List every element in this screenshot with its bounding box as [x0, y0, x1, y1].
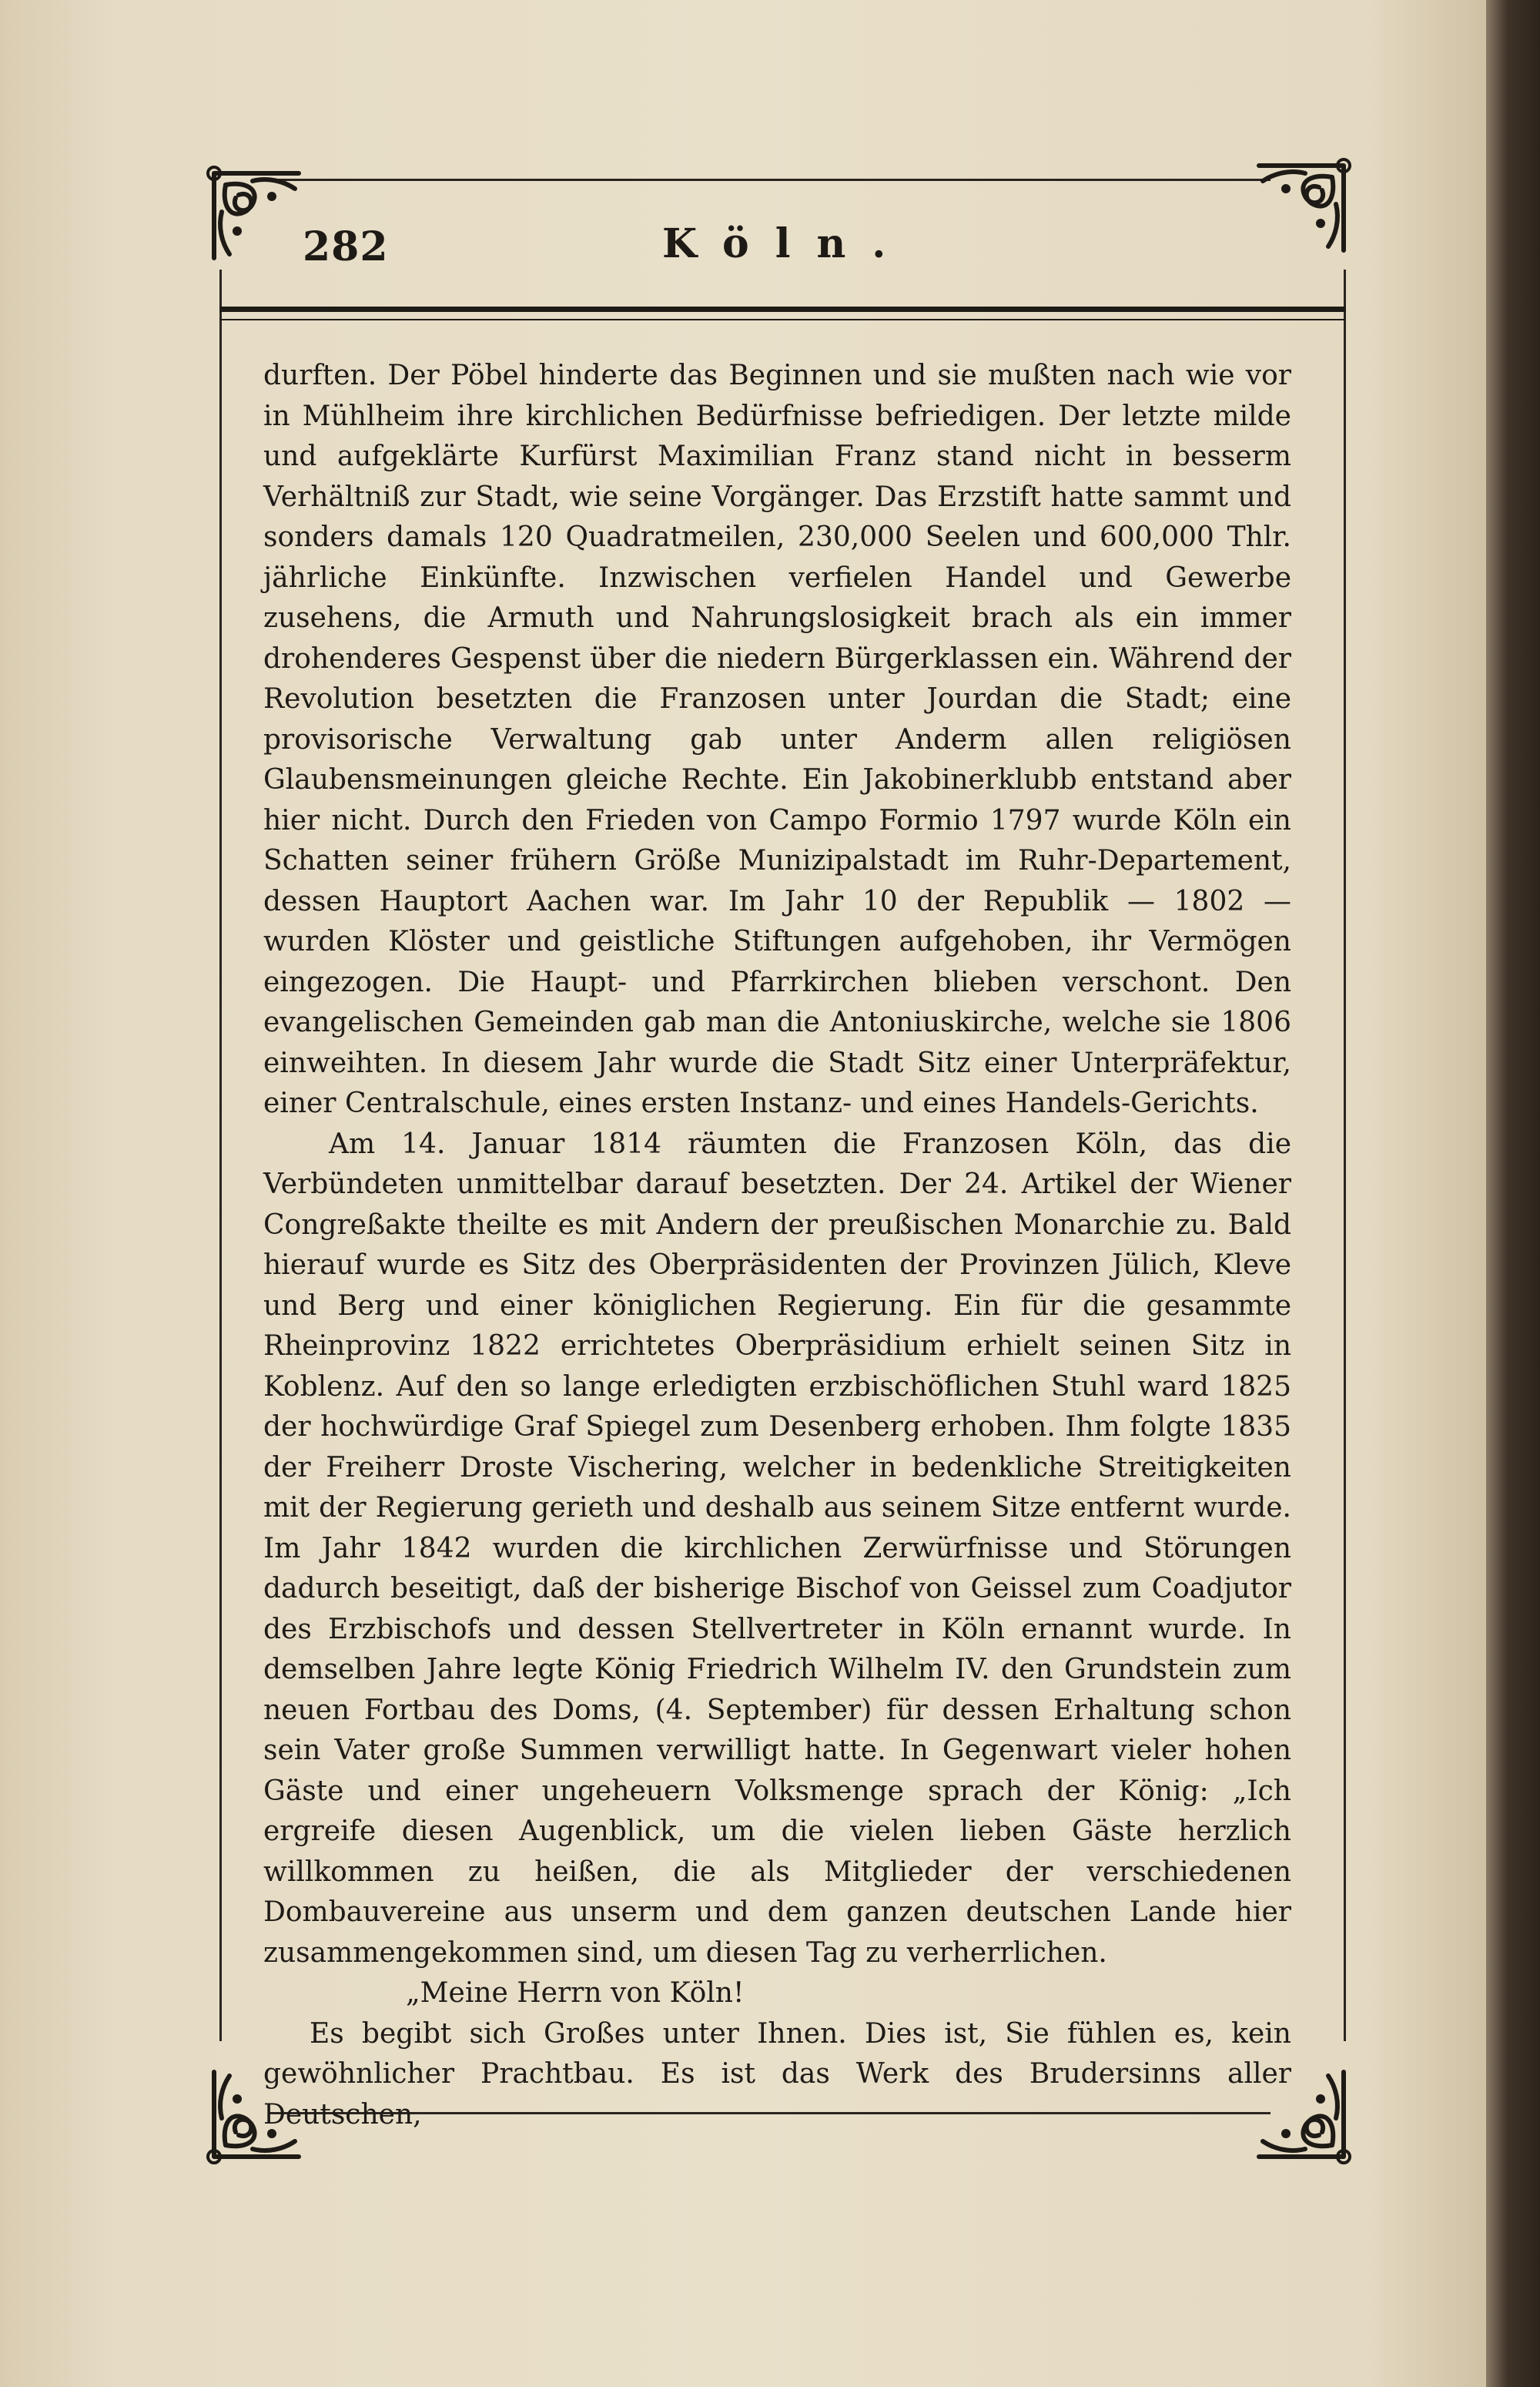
page-number: 282: [303, 223, 389, 270]
paragraph: durften. Der Pöbel hinderte das Beginnen und sie mußten nach wie vor in Mühlheim ihre kirchlichen Bedürfnisse befriedigen. Der letzte milde und aufgeklärte Kurfürst Maximilian Franz stand nicht in besserm Verhältniß zur Stadt, wie seine Vorgänger. Das Erzstift hatte sammt und sonders damals 120 Quadratmeilen, 230,000 Seelen und 600,000 Thlr. jährliche Einkünfte. Inzwischen verfielen Handel und Gewerbe zusehens, die Armuth und Nahrungslosigkeit brach als ein immer drohenderes Gespenst über die niedern Bürgerklassen ein. Während der Revolution besetzten die Franzosen unter Jourdan die Stadt; eine provisorische Verwaltung gab unter Anderm allen religiösen Glaubensmeinungen gleiche Rechte. Ein Jakobinerklubb entstand aber hier nicht. Durch den Frieden von Campo Formio 1797 wurde Köln ein Schatten seiner frühern Größe Munizipalstadt im Ruhr-Departement, dessen Hauptort Aachen war. Im Jahr 10 der Republik — 1802 — wurden Klöster und geistliche Stiftungen aufgehoben, ihr Vermögen eingezogen. Die Haupt- und Pfarrkirchen blieben verschont. Den evangelischen Gemeinden gab man die Antoniuskirche, welche sie 1806 einweihten. In diesem Jahr wurde die Stadt Sitz einer Unterpräfektur, einer Centralschule, eines ersten Instanz- und eines Handels-Gerichts.: [263, 360, 1291, 1119]
frame-right-rule: [1344, 270, 1346, 2041]
paragraph: „Meine Herrn von Köln!: [406, 1977, 745, 2009]
frame-top-rule: [270, 179, 1270, 181]
frame-left-rule: [219, 270, 222, 2041]
paragraph: Am 14. Januar 1814 räumten die Franzosen Köln, das die Verbündeten unmittelbar darauf besetzten. Der 24. Artikel der Wiener Congreßakte theilte es mit Andern der preußischen Monarchie zu. Bald hierauf wurde es Sitz des Oberpräsidenten der Provinzen Jülich, Kleve und Berg und einer königlichen Regierung. Ein für die gesammte Rheinprovinz 1822 errichtetes Oberpräsidium erhielt seinen Sitz in Koblenz. Auf den so lange erledigten erzbischöflichen Stuhl ward 1825 der hochwürdige Graf Spiegel zum Desenberg erhoben. Ihm folgte 1835 der Freiherr Droste Vischering, welcher in bedenkliche Streitigkeiten mit der Regierung gerieth und deshalb aus seinem Sitze entfernt wurde. Im Jahr 1842 wurden die kirchlichen Zerwürfnisse und Störungen dadurch beseitigt, daß der bisherige Bischof von Geissel zum Coadjutor des Erzbischofs und dessen Stellvertreter in Köln ernannt wurde. In demselben Jahre legte König Friedrich Wilhelm IV. den Grundstein zum neuen Fortbau des Doms, (4. September) für dessen Erhaltung schon sein Vater große Summen verwilligt hatte. In Gegenwart vieler hohen Gäste und einer ungeheuern Volksmenge sprach der König: „Ich ergreife diesen Augenblick, um die vielen lieben Gäste herzlich willkommen zu heißen, die als Mitglieder der verschiedenen Dombauvereine aus unserm und dem ganzen deutschen Lande hier zusammengekommen sind, um diesen Tag zu verherrlichen.: [263, 1128, 1291, 1969]
book-gutter: [1486, 0, 1540, 2387]
header-rule-thin: [219, 319, 1346, 320]
corner-ornament-icon: [199, 158, 314, 273]
corner-ornament-icon: [1244, 150, 1359, 266]
header-rule-thick: [219, 307, 1346, 312]
running-title: Köln.: [662, 220, 912, 267]
paragraph: Es begibt sich Großes unter Ihnen. Dies ist, Sie fühlen es, kein gewöhnlicher Prachtbau. Es ist das Werk des Brudersinns aller Deutschen,: [263, 2017, 1291, 2131]
body-text: [263, 356, 1291, 2135]
